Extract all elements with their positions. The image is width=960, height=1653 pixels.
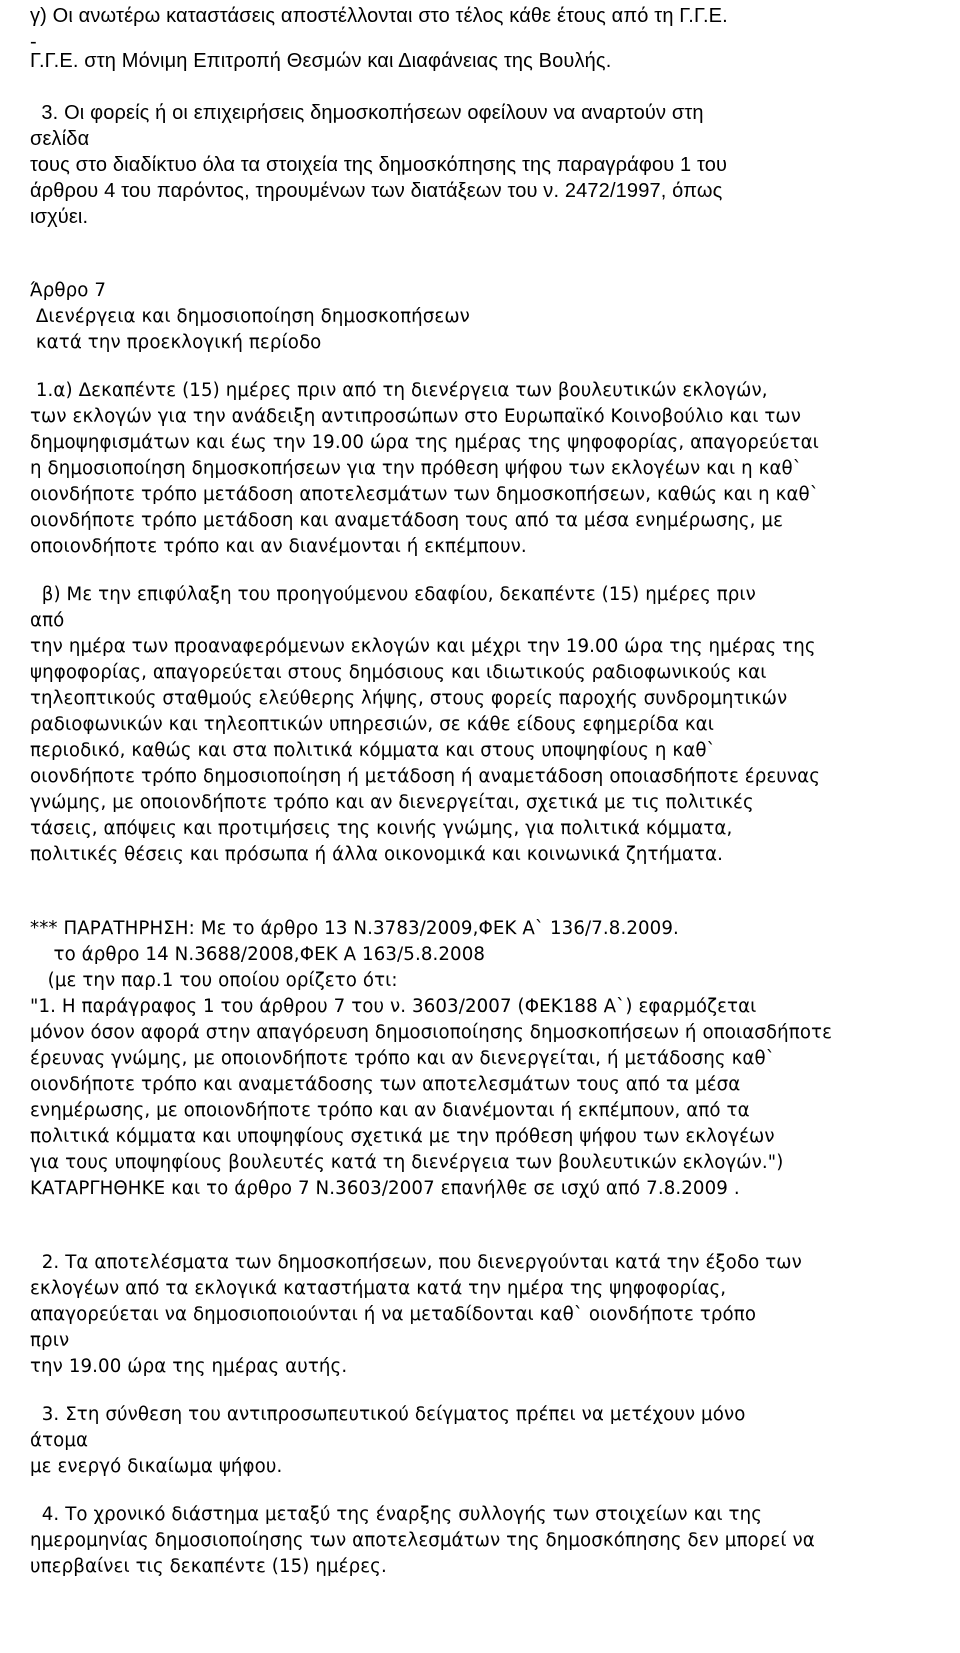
note-line: για τους υποψηφίους βουλευτές κατά τη διενέργεια των βουλευτικών εκλογών.") — [30, 1152, 784, 1173]
text-line: πολιτικές θέσεις και πρόσωπα ή άλλα οικονομικά και κοινωνικά ζητήματα. — [30, 844, 724, 865]
text-line: οποιονδήποτε τρόπο και αν διανέμονται ή εκπέμπουν. — [30, 536, 527, 557]
text-line: περιοδικό, καθώς και στα πολιτικά κόμματα και στους υποψηφίους η καθ` — [30, 740, 716, 761]
text-line: των εκλογών για την ανάδειξη αντιπροσώπων στο Ευρωπαϊκό Κοινοβούλιο και των — [30, 406, 802, 427]
text-line: γνώμης, με οποιονδήποτε τρόπο και αν διενεργείται, σχετικά με τις πολιτικές — [30, 792, 754, 813]
article-title: Άρθρο 7 — [30, 280, 106, 301]
text-line: υπερβαίνει τις δεκαπέντε (15) ημέρες. — [30, 1556, 387, 1577]
text-line: δημοψηφισμάτων και έως την 19.00 ώρα της ημέρας της ψηφοφορίας, απαγορεύεται — [30, 432, 819, 453]
text-line: την ημέρα των προαναφερόμενων εκλογών και μέχρι την 19.00 ώρα της ημέρας της — [30, 636, 816, 657]
text-line: β) Με την επιφύλαξη του προηγούμενου εδαφίου, δεκαπέντε (15) ημέρες πριν — [30, 584, 756, 605]
text-line: εκλογέων από τα εκλογικά καταστήματα κατά την ημέρα της ψηφοφορίας, — [30, 1278, 727, 1299]
note-line: το άρθρο 14 Ν.3688/2008,ΦΕΚ Α 163/5.8.2008 — [30, 944, 486, 965]
text-line: 4. Το χρονικό διάστημα μεταξύ της έναρξης συλλογής των στοιχείων και της — [30, 1504, 763, 1525]
text-line: τους στο διαδίκτυο όλα τα στοιχεία της δημοσκόπησης της παραγράφου 1 του — [30, 154, 728, 176]
note-line: ΚΑΤΑΡΓΗΘΗΚΕ και το άρθρο 7 Ν.3603/2007 επανήλθε σε ισχύ από 7.8.2009 . — [30, 1178, 740, 1199]
text-line: Γ.Γ.Ε. στη Μόνιμη Επιτροπή Θεσμών και Διαφάνειας της Βουλής. — [30, 50, 612, 72]
text-line: τηλεοπτικούς σταθμούς ελεύθερης λήψης, στους φορείς παροχής συνδρομητικών — [30, 688, 788, 709]
note-line: πολιτικά κόμματα και υποψηφίους σχετικά με την πρόθεση ψήφου των εκλογέων — [30, 1126, 775, 1147]
text-line: ημερομηνίας δημοσιοποίησης των αποτελεσμάτων της δημοσκόπησης δεν μπορεί να — [30, 1530, 815, 1551]
text-line: 3. Οι φορείς ή οι επιχειρήσεις δημοσκοπήσεων οφείλουν να αναρτούν στη — [30, 102, 704, 124]
text-line: 2. Τα αποτελέσματα των δημοσκοπήσεων, που διενεργούνται κατά την έξοδο των — [30, 1252, 802, 1273]
note-line: ενημέρωσης, με οποιονδήποτε τρόπο και αν διανέμονται ή εκπέμπουν, από τα — [30, 1100, 750, 1121]
text-line: τάσεις, απόψεις και προτιμήσεις της κοινής γνώμης, για πολιτικά κόμματα, — [30, 818, 733, 839]
text-line: 3. Στη σύνθεση του αντιπροσωπευτικού δείγματος πρέπει να μετέχουν μόνο — [30, 1404, 746, 1425]
text-line: πριν — [30, 1330, 70, 1351]
text-line: οιονδήποτε τρόπο μετάδοση αποτελεσμάτων των δημοσκοπήσεων, καθώς και η καθ` — [30, 484, 819, 505]
note-line: (με την παρ.1 του οποίου ορίζετο ότι: — [30, 970, 398, 991]
note-line: "1. Η παράγραφος 1 του άρθρου 7 του ν. 3603/2007 (ΦΕΚ188 Α`) εφαρμόζεται — [30, 996, 757, 1017]
text-line: σελίδα — [30, 128, 90, 150]
note-line: μόνον όσον αφορά στην απαγόρευση δημοσιοποίησης δημοσκοπήσεων ή οποιασδήποτε — [30, 1022, 833, 1043]
note-line: οιονδήποτε τρόπο και αναμετάδοσης των αποτελεσμάτων τους από τα μέσα — [30, 1074, 741, 1095]
text-line: άρθρου 4 του παρόντος, τηρουμένων των διατάξεων του ν. 2472/1997, όπως — [30, 180, 723, 202]
text-line: την 19.00 ώρα της ημέρας αυτής. — [30, 1356, 348, 1377]
text-line: γ) Οι ανωτέρω καταστάσεις αποστέλλονται στο τέλος κάθε έτους από τη Γ.Γ.Ε. — [30, 5, 728, 27]
text-line: με ενεργό δικαίωμα ψήφου. — [30, 1456, 283, 1477]
text-line: η δημοσιοποίηση δημοσκοπήσεων για την πρόθεση ψήφου των εκλογέων και η καθ` — [30, 458, 802, 479]
text-line: απαγορεύεται να δημοσιοποιούνται ή να μεταδίδονται καθ` οιονδήποτε τρόπο — [30, 1304, 757, 1325]
text-line: από — [30, 610, 65, 631]
note-line: *** ΠΑΡΑΤΗΡΗΣΗ: Με το άρθρο 13 Ν.3783/2009,ΦΕΚ Α` 136/7.8.2009. — [30, 918, 679, 939]
note-line: έρευνας γνώμης, με οποιονδήποτε τρόπο και αν διενεργείται, ή μετάδοσης καθ` — [30, 1048, 775, 1069]
article-subtitle: Διενέργεια και δημοσιοποίηση δημοσκοπήσεων — [30, 306, 470, 327]
text-line: - — [30, 31, 37, 53]
text-line: ραδιοφωνικών και τηλεοπτικών υπηρεσιών, σε κάθε είδους εφημερίδα και — [30, 714, 714, 735]
text-line: ψηφοφορίας, απαγορεύεται στους δημόσιους και ιδιωτικούς ραδιοφωνικούς και — [30, 662, 767, 683]
text-line: οιονδήποτε τρόπο δημοσιοποίηση ή μετάδοση ή αναμετάδοση οποιασδήποτε έρευνας — [30, 766, 821, 787]
text-line: 1.α) Δεκαπέντε (15) ημέρες πριν από τη διενέργεια των βουλευτικών εκλογών, — [30, 380, 768, 401]
text-line: ισχύει. — [30, 206, 89, 228]
text-line: οιονδήποτε τρόπο μετάδοση και αναμετάδοση τους από τα μέσα ενημέρωσης, με — [30, 510, 783, 531]
article-subtitle: κατά την προεκλογική περίοδο — [30, 332, 322, 353]
text-line: άτομα — [30, 1430, 89, 1451]
